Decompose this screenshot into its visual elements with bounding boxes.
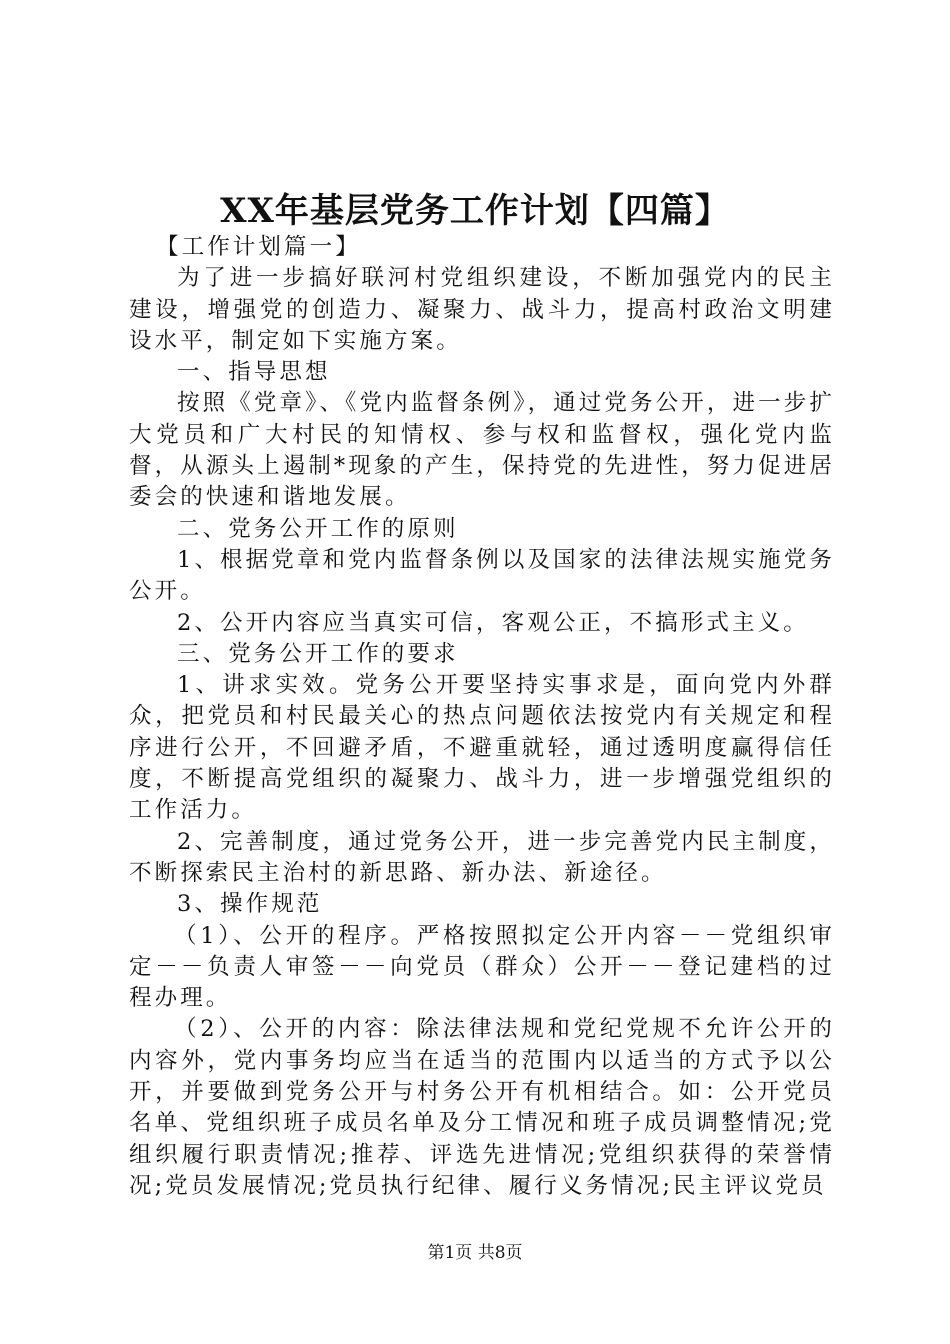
document-title: XX年基层党务工作计划【四篇】 [220,191,730,231]
document-body [129,232,835,1202]
intro-paragraph: 为了进一步搞好联河村党组织建设，不断加强党内的民主建设，增强党的创造力、凝聚力、战斗力，提高村政治文明建设水平，制定如下实施方案。 [129,265,835,354]
heading-principles: 二、党务公开工作的原则 [177,515,459,542]
heading-requirements: 三、党务公开工作的要求 [177,640,459,667]
page-number-footer: 第1页 共8页 [427,1243,523,1263]
requirement-item-3: 3、操作规范 [177,891,323,918]
principle-item-1: 1、根据党章和党内监督条例以及国家的法律法规实施党务公开。 [129,546,835,605]
content-paragraph: （2）、公开的内容：除法律法规和党纪党规不允许公开的内容外，党内事务均应当在适当的范围内以适当的方式予以公开，并要做到党务公开与村务公开有机相结合。如：公开党员名单、党组织班子成员名单及分工情况和班子成员调整情况;党组织履行职责情况;推荐、评选先进情况;党组织获得的荣誉情况;党员发展情况;党员执行纪律、履行义务情况;民主评议党员 [129,1016,835,1199]
principle-item-2: 2、公开内容应当真实可信，客观公正，不搞形式主义。 [177,609,809,636]
procedure-paragraph: （1）、公开的程序。严格按照拟定公开内容－－党组织审定－－负责人审签－－向党员（群众）公开－－登记建档的过程办理。 [129,922,835,1012]
heading-guiding-ideology: 一、指导思想 [177,359,331,386]
requirement-item-1: 1、讲求实效。党务公开要坚持实事求是，面向党内外群众，把党员和村民最关心的热点问题依法按党内有关规定和程序进行公开，不回避矛盾，不避重就轻，通过透明度赢得信任度，不断提高党组织的凝聚力、战斗力，进一步增强党组织的工作活力。 [129,672,835,824]
section-heading-part-one: 【工作计划篇一】 [156,234,361,260]
requirement-item-2: 2、完善制度，通过党务公开，进一步完善党内民主制度，不断探索民主治村的新思路、新办法、新途径。 [129,828,835,886]
paragraph-guiding-ideology: 按照《党章》、《党内监督条例》，通过党务公开，进一步扩大党员和广大村民的知情权、参与权和监督权，强化党内监督，从源头上遏制*现象的产生，保持党的先进性，努力促进居委会的快速和谐地发展。 [129,390,835,511]
